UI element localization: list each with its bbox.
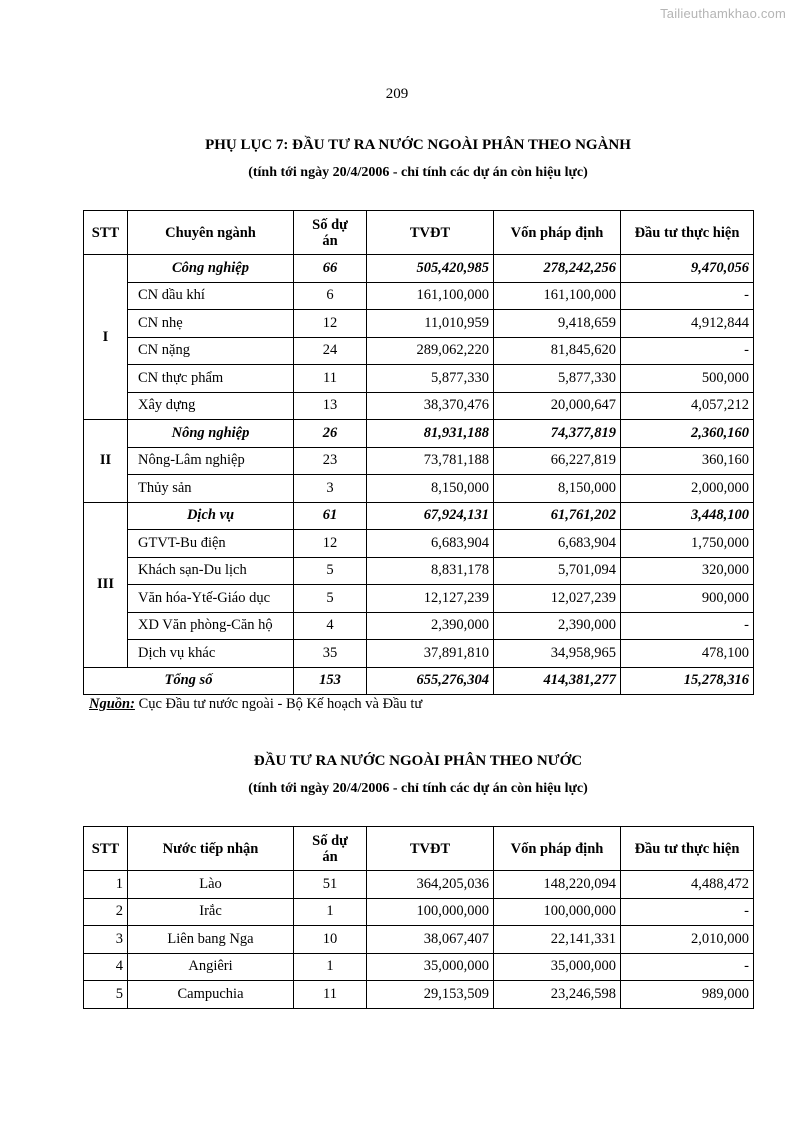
table-cell: 1,750,000	[621, 530, 754, 558]
table-cell: -	[621, 898, 754, 926]
total-cell: Tổng số	[84, 667, 294, 695]
table-cell: 22,141,331	[494, 926, 621, 954]
table-cell: 161,100,000	[494, 282, 621, 310]
table-cell: 4,912,844	[621, 310, 754, 338]
table-cell: GTVT-Bu điện	[128, 530, 294, 558]
table-cell: Khách sạn-Du lịch	[128, 557, 294, 585]
table-cell: 12	[294, 530, 367, 558]
table-cell: -	[621, 337, 754, 365]
group-summary-cell: Dịch vụ	[128, 502, 294, 530]
table-cell: 989,000	[621, 981, 754, 1009]
table-cell: 23	[294, 447, 367, 475]
table-row	[84, 898, 754, 926]
table-cell: 5,877,330	[494, 365, 621, 393]
table-cell: 8,831,178	[367, 557, 494, 585]
header-row	[84, 211, 754, 255]
table-cell: 5	[294, 585, 367, 613]
table-cell: -	[621, 953, 754, 981]
table-cell: 161,100,000	[367, 282, 494, 310]
table-cell: CN nặng	[128, 337, 294, 365]
table-cell: 37,891,810	[367, 640, 494, 668]
table-cell: 100,000,000	[494, 898, 621, 926]
column-header: Số dự án	[294, 827, 367, 871]
table-cell: 148,220,094	[494, 871, 621, 899]
table-cell: 51	[294, 871, 367, 899]
table-cell: 1	[84, 871, 128, 899]
table-cell: 5,701,094	[494, 557, 621, 585]
group-summary-cell: Công nghiệp	[128, 255, 294, 283]
table-cell: 12	[294, 310, 367, 338]
table-cell: 8,150,000	[494, 475, 621, 503]
column-header: STT	[84, 827, 128, 871]
table-cell: 9,418,659	[494, 310, 621, 338]
source-note	[89, 696, 422, 713]
table-cell: 360,160	[621, 447, 754, 475]
table-row	[84, 926, 754, 954]
table-cell: 11	[294, 981, 367, 1009]
table-row	[84, 310, 754, 338]
table-row	[84, 871, 754, 899]
table-cell: 73,781,188	[367, 447, 494, 475]
group-summary-cell: Nông nghiệp	[128, 420, 294, 448]
table-cell: Dịch vụ khác	[128, 640, 294, 668]
group-number: II	[84, 420, 128, 503]
table-cell: XD Văn phòng-Căn hộ	[128, 612, 294, 640]
watermark: Tailieuthamkhao.com	[660, 6, 786, 21]
table-row	[84, 612, 754, 640]
table-cell: 289,062,220	[367, 337, 494, 365]
table-cell: 38,370,476	[367, 392, 494, 420]
column-header: Số dự án	[294, 211, 367, 255]
source-text: Cục Đầu tư nước ngoài - Bộ Kế hoạch và Đầu tư	[134, 696, 423, 712]
table-cell: 2	[84, 898, 128, 926]
table-cell: 3	[294, 475, 367, 503]
source-label: Nguồn:	[89, 696, 135, 712]
table-cell: 10	[294, 926, 367, 954]
total-row	[84, 667, 754, 695]
table-cell: 2,000,000	[621, 475, 754, 503]
table-cell: 5	[84, 981, 128, 1009]
table-cell: 4	[84, 953, 128, 981]
total-cell: 655,276,304	[367, 667, 494, 695]
table-row	[84, 475, 754, 503]
column-header: TVĐT	[367, 211, 494, 255]
column-header: Nước tiếp nhận	[128, 827, 294, 871]
country-table	[83, 826, 754, 1009]
column-header: Đầu tư thực hiện	[621, 827, 754, 871]
table-cell: Campuchia	[128, 981, 294, 1009]
total-cell: 414,381,277	[494, 667, 621, 695]
table-cell: 11	[294, 365, 367, 393]
section2-subtitle: (tính tới ngày 20/4/2006 - chỉ tính các dự án còn hiệu lực)	[248, 781, 588, 796]
table-cell: Nông-Lâm nghiệp	[128, 447, 294, 475]
column-header: TVĐT	[367, 827, 494, 871]
page-number: 209	[385, 86, 409, 102]
column-header: Vốn pháp định	[494, 827, 621, 871]
table-cell: 24	[294, 337, 367, 365]
section1-subtitle: (tính tới ngày 20/4/2006 - chỉ tính các dự án còn hiệu lực)	[248, 165, 588, 180]
table-cell: 13	[294, 392, 367, 420]
group-summary-cell: 26	[294, 420, 367, 448]
table-cell: 2,390,000	[494, 612, 621, 640]
table-row	[84, 530, 754, 558]
group-summary-cell: 505,420,985	[367, 255, 494, 283]
table-row	[84, 557, 754, 585]
table-cell: 81,845,620	[494, 337, 621, 365]
group-summary-cell: 74,377,819	[494, 420, 621, 448]
table-cell: 900,000	[621, 585, 754, 613]
table-cell: 100,000,000	[367, 898, 494, 926]
section2-title: ĐẦU TƯ RA NƯỚC NGOÀI PHÂN THEO NƯỚC	[253, 753, 583, 769]
group-summary-row	[84, 420, 754, 448]
table-row	[84, 953, 754, 981]
group-summary-cell: 66	[294, 255, 367, 283]
table-cell: 6	[294, 282, 367, 310]
table-cell: 34,958,965	[494, 640, 621, 668]
table-row	[84, 282, 754, 310]
group-summary-cell: 61	[294, 502, 367, 530]
industry-table	[83, 210, 754, 695]
column-header: STT	[84, 211, 128, 255]
total-cell: 15,278,316	[621, 667, 754, 695]
table-row	[84, 447, 754, 475]
column-header: Đầu tư thực hiện	[621, 211, 754, 255]
table-cell: 4,488,472	[621, 871, 754, 899]
table-cell: 5,877,330	[367, 365, 494, 393]
table-cell: Angiêri	[128, 953, 294, 981]
table-cell: 35,000,000	[367, 953, 494, 981]
group-number: I	[84, 255, 128, 420]
table-cell: 478,100	[621, 640, 754, 668]
group-summary-cell: 3,448,100	[621, 502, 754, 530]
group-summary-cell: 278,242,256	[494, 255, 621, 283]
table-cell: Lào	[128, 871, 294, 899]
table-cell: 12,127,239	[367, 585, 494, 613]
table-cell: 38,067,407	[367, 926, 494, 954]
table-cell: 1	[294, 953, 367, 981]
table-cell: Văn hóa-Ytế-Giáo dục	[128, 585, 294, 613]
table-row	[84, 392, 754, 420]
table-cell: Xây dựng	[128, 392, 294, 420]
table-row	[84, 337, 754, 365]
table-cell: Irắc	[128, 898, 294, 926]
table-cell: 320,000	[621, 557, 754, 585]
table-cell: 1	[294, 898, 367, 926]
table-cell: 3	[84, 926, 128, 954]
table-cell: Thủy sản	[128, 475, 294, 503]
table-cell: 66,227,819	[494, 447, 621, 475]
group-number: III	[84, 502, 128, 667]
group-summary-cell: 67,924,131	[367, 502, 494, 530]
table-cell: 6,683,904	[494, 530, 621, 558]
table-cell: 12,027,239	[494, 585, 621, 613]
table-cell: 2,010,000	[621, 926, 754, 954]
table-row	[84, 365, 754, 393]
table-cell: 11,010,959	[367, 310, 494, 338]
table-cell: 4,057,212	[621, 392, 754, 420]
table-cell: CN nhẹ	[128, 310, 294, 338]
table-row	[84, 585, 754, 613]
table-cell: Liên bang Nga	[128, 926, 294, 954]
table-row	[84, 640, 754, 668]
column-header: Vốn pháp định	[494, 211, 621, 255]
table-cell: CN thực phẩm	[128, 365, 294, 393]
group-summary-cell: 61,761,202	[494, 502, 621, 530]
table-cell: -	[621, 612, 754, 640]
table-cell: 35	[294, 640, 367, 668]
group-summary-cell: 81,931,188	[367, 420, 494, 448]
group-summary-row	[84, 502, 754, 530]
group-summary-cell: 2,360,160	[621, 420, 754, 448]
table-cell: 6,683,904	[367, 530, 494, 558]
table-cell: 20,000,647	[494, 392, 621, 420]
column-header: Chuyên ngành	[128, 211, 294, 255]
table-cell: 29,153,509	[367, 981, 494, 1009]
table-cell: 35,000,000	[494, 953, 621, 981]
table-cell: 5	[294, 557, 367, 585]
group-summary-cell: 9,470,056	[621, 255, 754, 283]
section1-title: PHỤ LỤC 7: ĐẦU TƯ RA NƯỚC NGOÀI PHÂN THEO NGÀNH	[205, 137, 631, 153]
total-cell: 153	[294, 667, 367, 695]
header-row	[84, 827, 754, 871]
table-cell: 500,000	[621, 365, 754, 393]
table-cell: 364,205,036	[367, 871, 494, 899]
group-summary-row	[84, 255, 754, 283]
table-cell: -	[621, 282, 754, 310]
table-cell: 2,390,000	[367, 612, 494, 640]
table-cell: 23,246,598	[494, 981, 621, 1009]
table-row	[84, 981, 754, 1009]
table-cell: CN dầu khí	[128, 282, 294, 310]
table-cell: 8,150,000	[367, 475, 494, 503]
table-cell: 4	[294, 612, 367, 640]
